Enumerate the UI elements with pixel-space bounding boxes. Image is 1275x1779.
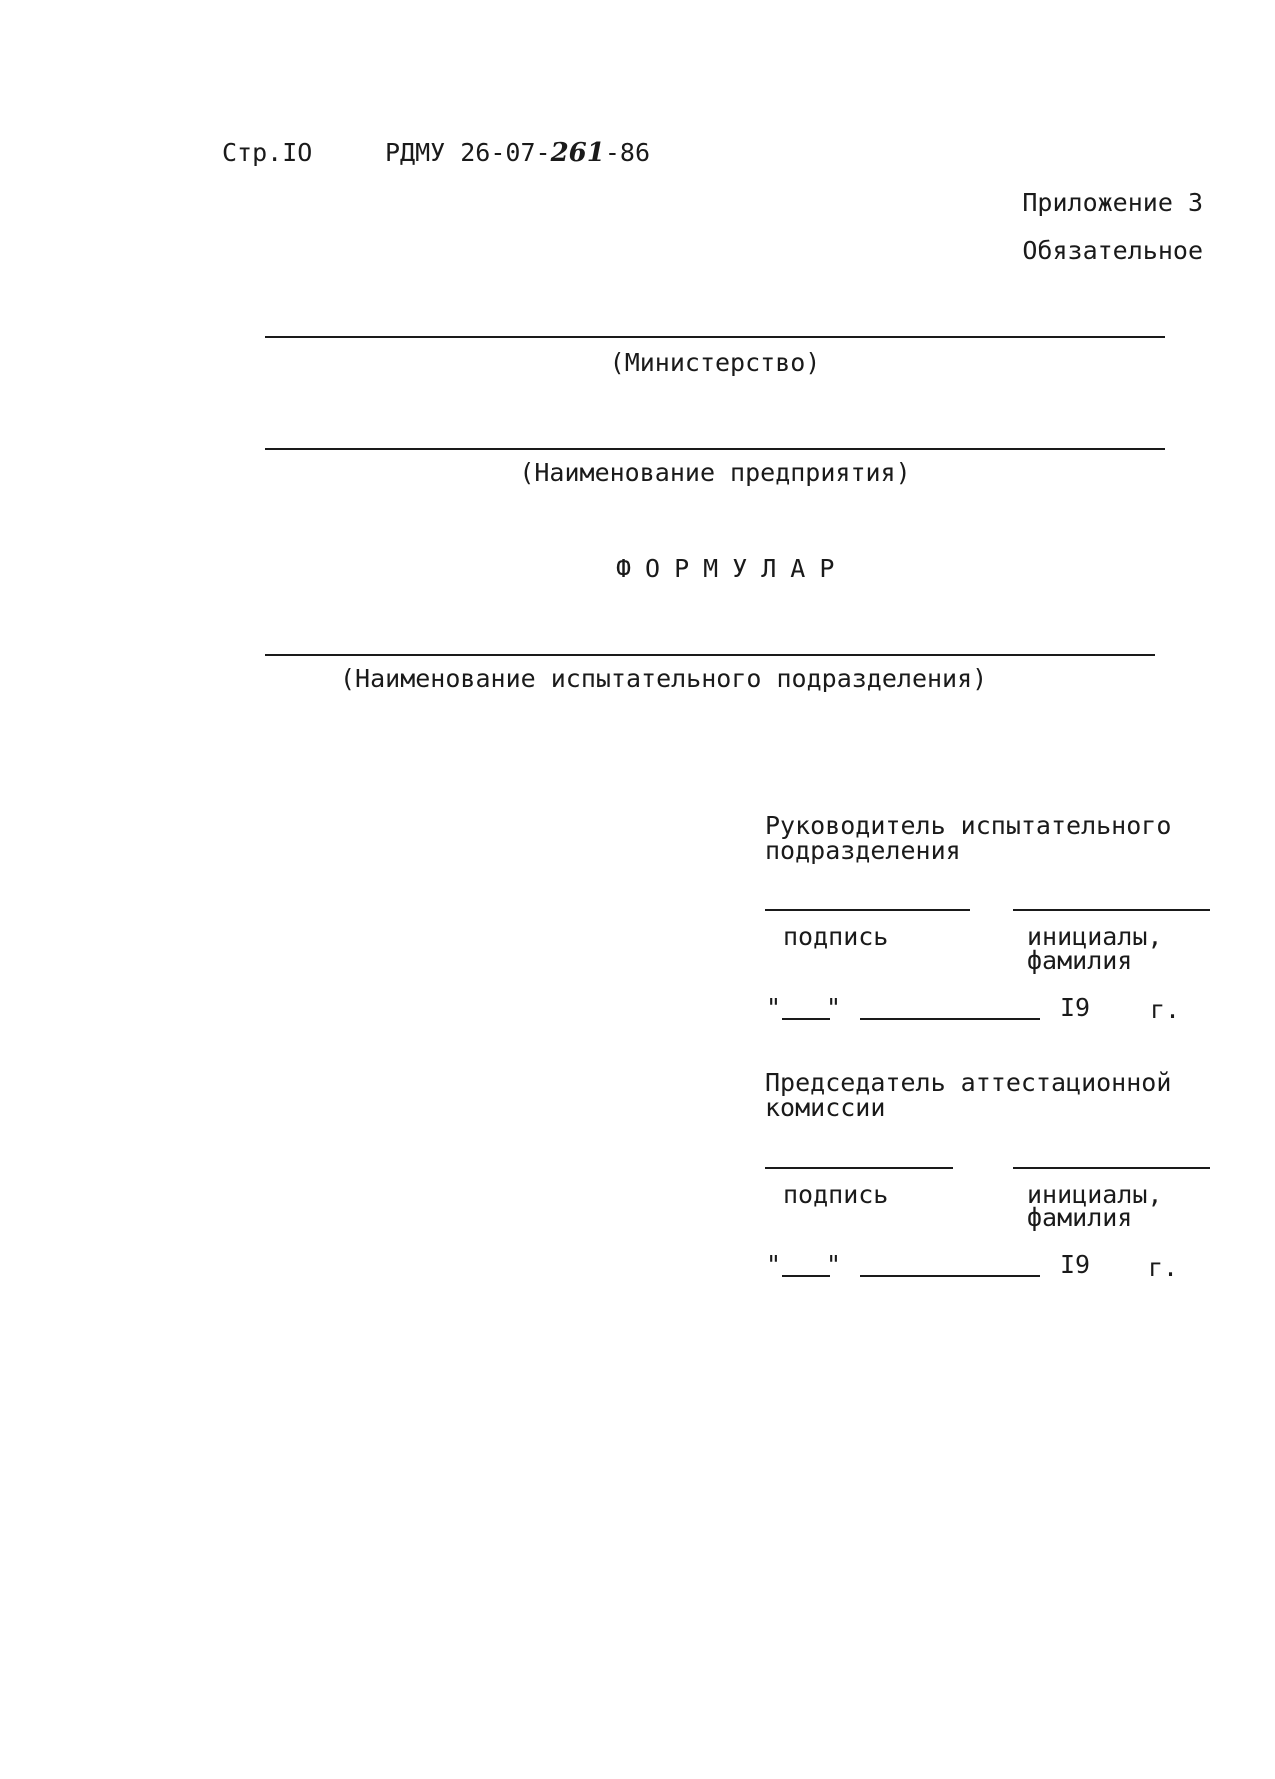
- appendix-status: Обязательное: [1022, 236, 1203, 265]
- head-name-label-line2: фамилия: [1027, 946, 1133, 975]
- test-division-label: (Наименование испытательного подразделения): [340, 664, 988, 693]
- document-code-handwritten-number: 261: [550, 138, 605, 168]
- chair-name-label-line2: фамилия: [1027, 1203, 1133, 1232]
- chair-date-year-prefix: I9: [1060, 1250, 1091, 1279]
- chair-date-month-line[interactable]: [860, 1275, 1040, 1277]
- chair-date-day-line[interactable]: [782, 1275, 830, 1277]
- head-signature-line[interactable]: [765, 909, 970, 911]
- head-of-division-title-line1: Руководитель испытательного: [765, 811, 1172, 840]
- head-date-year-prefix: I9: [1060, 993, 1091, 1022]
- chair-signature-label: подпись: [783, 1180, 889, 1209]
- test-division-blank-line[interactable]: [265, 654, 1155, 656]
- ministry-blank-line[interactable]: [265, 336, 1165, 338]
- head-name-line[interactable]: [1013, 909, 1210, 911]
- page-number: Стр.IO: [222, 138, 313, 167]
- commission-chair-title-line2: комиссии: [765, 1093, 886, 1122]
- chair-name-line[interactable]: [1013, 1167, 1210, 1169]
- head-of-division-title-line2: подразделения: [765, 836, 961, 865]
- head-date-day-line[interactable]: [782, 1018, 830, 1020]
- appendix-title: Приложение 3: [1022, 188, 1203, 217]
- document-code-suffix: -86: [604, 138, 651, 167]
- enterprise-label: (Наименование предприятия): [519, 458, 911, 487]
- head-date-year-suffix: г.: [1150, 995, 1181, 1024]
- head-name-label-line1: инициалы,: [1027, 922, 1163, 951]
- chair-name-label-line1: инициалы,: [1027, 1180, 1163, 1209]
- chair-date-year-suffix: г.: [1148, 1253, 1179, 1282]
- head-date-quote-open: ": [766, 993, 782, 1022]
- chair-date-quote-close: ": [826, 1250, 842, 1279]
- head-signature-label: подпись: [783, 922, 889, 951]
- document-code: [385, 140, 650, 166]
- ministry-label: (Министерство): [609, 348, 821, 377]
- head-date-month-line[interactable]: [860, 1018, 1040, 1020]
- head-date-quote-close: ": [826, 993, 842, 1022]
- chair-signature-line[interactable]: [765, 1167, 953, 1169]
- enterprise-blank-line[interactable]: [265, 448, 1165, 450]
- commission-chair-title-line1: Председатель аттестационной: [765, 1068, 1172, 1097]
- document-code-prefix: РДМУ 26-07-: [385, 138, 551, 167]
- form-title: ФОРМУЛАР: [616, 554, 849, 583]
- chair-date-quote-open: ": [766, 1250, 782, 1279]
